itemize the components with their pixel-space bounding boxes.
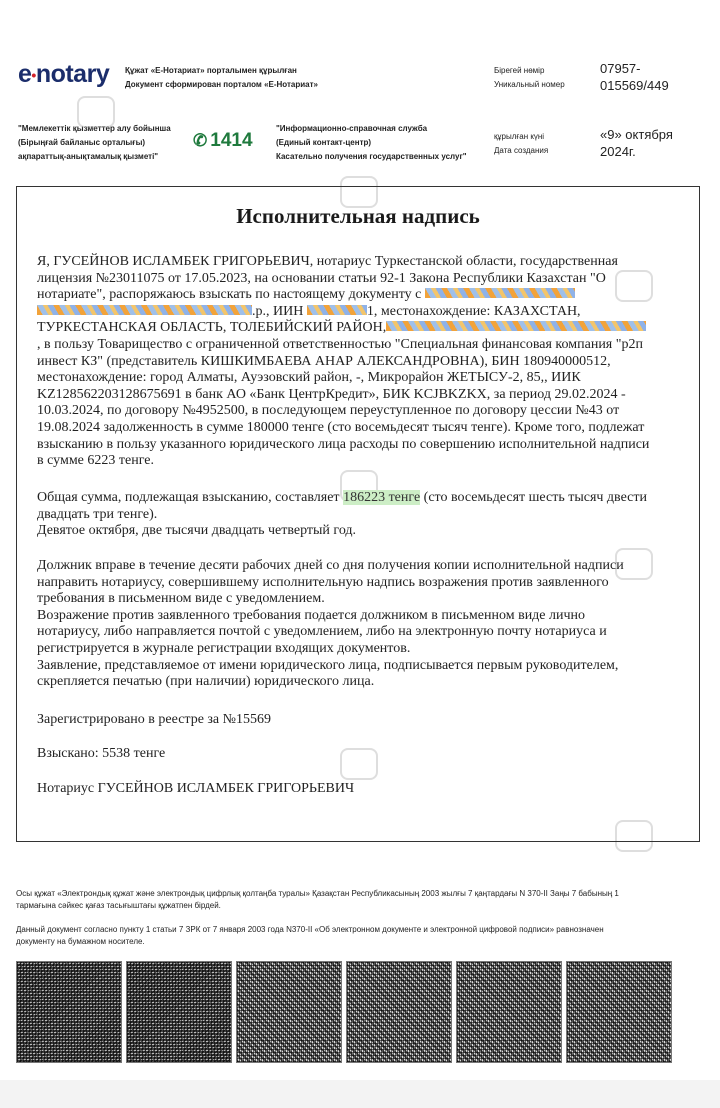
date-label-kz: құрылған күні	[494, 132, 545, 141]
portal-caption	[125, 64, 318, 92]
text-span: нотариате", распоряжаюсь взыскать по настоящему документу с	[37, 287, 422, 303]
creation-date-value	[600, 126, 673, 160]
unique-number-label	[494, 64, 565, 92]
text-span: 1, местонахождение: КАЗАХСТАН,	[366, 303, 581, 319]
paragraph-total	[37, 490, 667, 540]
text-line: местонахождение: город Алматы, Ауэзовский район, -, Микрорайон ЖЕТЫСУ-2, 85,, ИИК	[37, 370, 581, 386]
enotary-logo	[18, 60, 109, 89]
text-line: двадцать три тенге).	[37, 506, 158, 522]
service-caption-kz	[18, 122, 171, 164]
service-ru-line2: (Единый контакт-центр)	[276, 138, 372, 147]
redaction-mask	[37, 305, 252, 315]
text-line	[37, 304, 667, 321]
service-ru-line1: "Информационно-справочная служба	[276, 124, 428, 133]
paragraph-main	[37, 254, 667, 470]
text-line: в сумме 6223 тенге.	[37, 453, 154, 469]
text-line: Возражение против заявленного требования подается должником в письменном виде лично	[37, 607, 586, 623]
text-line	[37, 287, 667, 304]
text-line	[37, 320, 667, 337]
qr-code	[126, 961, 232, 1063]
text-line: , в пользу Товарищество с ограниченной ответственностью "Специальная финансовая компания "р2п	[37, 336, 643, 352]
text-line: лицензия №23011075 от 17.05.2023, на основании статьи 92-1 Закона Республики Казахстан "О	[37, 270, 606, 286]
footer-kz-line2: тармағына сәйкес қағаз тасығыштағы құжатпен бірдей.	[16, 901, 221, 910]
text-line: инвест КЗ" (представитель КИШКИМБАЕВА АНАР АЛЕКСАНДРОВНА), БИН 180940000512,	[37, 353, 611, 369]
watermark-icon	[77, 96, 115, 128]
redaction-mask	[307, 305, 367, 315]
portal-caption-ru: Документ сформирован порталом «Е-Нотариат»	[125, 80, 318, 89]
footer-ru-line2: документу на бумажном носителе.	[16, 937, 145, 946]
service-caption-ru	[276, 122, 467, 164]
collected-line: Взыскано: 5538 тенге	[37, 746, 166, 761]
text-span: .р., ИИН	[252, 303, 304, 319]
date-value-line2: 2024г.	[600, 144, 636, 159]
text-span: ТУРКЕСТАНСКАЯ ОБЛАСТЬ, ТОЛЕБИЙСКИЙ РАЙОН,	[37, 320, 387, 336]
portal-caption-kz: Құжат «Е-Нотариат» порталымен құрылған	[125, 66, 297, 75]
qr-code	[566, 961, 672, 1063]
text-line: Должник вправе в течение десяти рабочих дней со дня получения копии исполнительной надписи	[37, 558, 624, 573]
service-kz-line2: (Бірыңғай байланыс орталығы)	[18, 138, 146, 147]
phone-icon: ✆	[193, 131, 208, 150]
text-span: (сто восемьдесят шесть тысяч двести	[423, 490, 647, 505]
text-line: скрепляется печатью (при наличии) юридического лица.	[37, 674, 375, 690]
text-line: Девятое октября, две тысячи двадцать четвертый год.	[37, 523, 357, 539]
service-kz-line3: ақпараттық-анықтамалық қызметі"	[18, 152, 159, 161]
notary-signature-line: Нотариус ГУСЕЙНОВ ИСЛАМБЕК ГРИГОРЬЕВИЧ	[37, 781, 355, 796]
qr-code	[346, 961, 452, 1063]
text-line: взысканию в пользу указанного юридического лица расходы по совершению исполнительной надписи	[37, 436, 650, 452]
text-line: регистрируется в журнале регистрации входящих документов.	[37, 640, 411, 656]
hotline-number: 1414	[210, 130, 253, 151]
footer-kz-line1: Осы құжат «Электрондық құжат және электрондық цифрлық қолтаңба туралы» Қазақстан Республикасының 2003 жылғы 7 қаңтардағы N 370-II Заңы 7 бабының 1	[16, 889, 619, 898]
footer-legal-kz	[16, 888, 700, 912]
creation-date-label	[494, 130, 548, 158]
footer-ru-line1: Данный документ согласно пункту 1 статьи 7 ЗРК от 7 января 2003 года N370-II «Об электронном документе и электронной цифровой подписи» равнозначен	[16, 925, 604, 934]
text-line: нотариусу, либо направляется почтой с уведомлением, либо на электронную почту нотариуса и	[37, 624, 607, 640]
redaction-mask	[386, 321, 646, 331]
text-line: Заявление, представляемое от имени юридического лица, подписывается первым руководителем,	[37, 657, 619, 673]
text-line: направить нотариусу, совершившему исполнительную надпись возражения против заявленного	[37, 574, 609, 590]
footer-legal-ru	[16, 924, 700, 948]
qr-code	[236, 961, 342, 1063]
logo-dot-icon: •	[31, 67, 36, 83]
logo-e: e	[18, 60, 32, 88]
unique-value-line1: 07957-	[600, 61, 641, 76]
text-line: KZ128562203128675691 в банк АО «Банк ЦентрКредит», БИК KCJBKZKX, за период 29.02.2024 -	[37, 386, 626, 402]
text-line: 10.03.2024, по договору №4952500, в последующем переуступленное по договору цессии №43 от	[37, 403, 620, 419]
qr-code	[16, 961, 122, 1063]
text-span: Общая сумма, подлежащая взысканию, составляет	[37, 490, 340, 505]
service-kz-line1: "Мемлекеттік қызметтер алу бойынша	[18, 124, 171, 133]
text-line	[37, 490, 667, 507]
unique-number-value	[600, 60, 669, 94]
unique-label-ru: Уникальный номер	[494, 80, 565, 89]
logo-text: notary	[35, 60, 110, 88]
redaction-mask	[425, 288, 575, 298]
text-line: требования в письменном виде с уведомлением.	[37, 591, 325, 607]
text-line: 19.08.2024 задолженность в сумме 180000 тенге (сто восемьдесят тысяч тенге). Кроме того, подлежат	[37, 419, 645, 435]
date-label-ru: Дата создания	[494, 146, 549, 155]
registry-line: Зарегистрировано в реестре за №15569	[37, 712, 272, 727]
text-line: Я, ГУСЕЙНОВ ИСЛАМБЕК ГРИГОРЬЕВИЧ, нотариус Туркестанской области, государственная	[37, 254, 618, 269]
unique-label-kz: Бірегей нөмір	[494, 66, 545, 75]
service-ru-line3: Касательно получения государственных услуг"	[276, 152, 467, 161]
document-title: Исполнительная надпись	[236, 204, 480, 228]
date-value-line1: «9» октября	[600, 127, 673, 142]
paragraph-objection	[37, 558, 667, 691]
total-amount-highlight: 186223 тенге	[343, 490, 421, 505]
bottom-bar	[0, 1080, 720, 1108]
hotline	[193, 130, 253, 152]
qr-code	[456, 961, 562, 1063]
unique-value-line2: 015569/449	[600, 78, 669, 93]
